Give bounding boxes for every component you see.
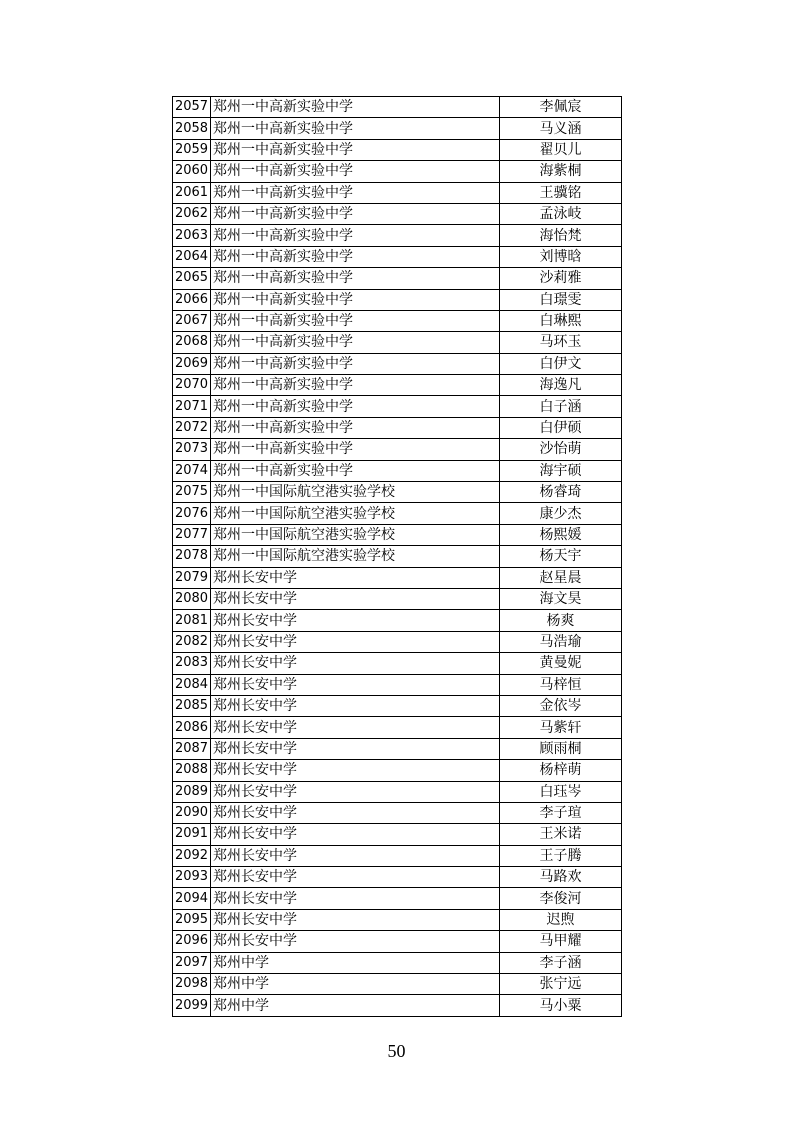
table-row	[173, 567, 622, 588]
row-number: 2071	[173, 396, 211, 417]
row-number: 2094	[173, 888, 211, 909]
table-row	[173, 717, 622, 738]
student-name: 海逸凡	[500, 375, 622, 396]
student-name: 沙怡萌	[500, 439, 622, 460]
row-number: 2092	[173, 845, 211, 866]
table-row	[173, 546, 622, 567]
school-name: 郑州一中高新实验中学	[211, 289, 500, 310]
school-name: 郑州长安中学	[211, 760, 500, 781]
school-name: 郑州长安中学	[211, 674, 500, 695]
student-name: 海文昊	[500, 588, 622, 609]
table-row	[173, 203, 622, 224]
student-name: 刘博晗	[500, 246, 622, 267]
table-row	[173, 118, 622, 139]
table-row	[173, 781, 622, 802]
school-name: 郑州一中高新实验中学	[211, 417, 500, 438]
table-row	[173, 931, 622, 952]
student-name: 海宇硕	[500, 460, 622, 481]
table-row	[173, 695, 622, 716]
table-row	[173, 909, 622, 930]
table-row	[173, 225, 622, 246]
table-row	[173, 760, 622, 781]
row-number: 2070	[173, 375, 211, 396]
student-name: 杨睿琦	[500, 482, 622, 503]
student-name: 迟煦	[500, 909, 622, 930]
row-number: 2085	[173, 695, 211, 716]
row-number: 2097	[173, 952, 211, 973]
table-row	[173, 375, 622, 396]
student-name: 马紫轩	[500, 717, 622, 738]
school-name: 郑州一中高新实验中学	[211, 182, 500, 203]
school-name: 郑州长安中学	[211, 931, 500, 952]
table-row	[173, 417, 622, 438]
school-name: 郑州长安中学	[211, 695, 500, 716]
student-name: 孟泳岐	[500, 203, 622, 224]
row-number: 2072	[173, 417, 211, 438]
student-name: 海怡梵	[500, 225, 622, 246]
row-number: 2069	[173, 353, 211, 374]
student-name: 杨熙媛	[500, 524, 622, 545]
school-name: 郑州长安中学	[211, 845, 500, 866]
school-name: 郑州一中高新实验中学	[211, 439, 500, 460]
row-number: 2089	[173, 781, 211, 802]
student-name: 杨梓萌	[500, 760, 622, 781]
school-name: 郑州长安中学	[211, 802, 500, 823]
table-row	[173, 396, 622, 417]
row-number: 2099	[173, 995, 211, 1016]
row-number: 2078	[173, 546, 211, 567]
row-number: 2062	[173, 203, 211, 224]
table-row	[173, 289, 622, 310]
student-name: 李子涵	[500, 952, 622, 973]
row-number: 2067	[173, 310, 211, 331]
row-number: 2061	[173, 182, 211, 203]
student-name: 海紫桐	[500, 161, 622, 182]
school-name: 郑州长安中学	[211, 588, 500, 609]
student-name: 马浩瑜	[500, 631, 622, 652]
table-row	[173, 310, 622, 331]
table-row	[173, 824, 622, 845]
school-name: 郑州长安中学	[211, 610, 500, 631]
school-name: 郑州一中国际航空港实验学校	[211, 524, 500, 545]
table-row	[173, 995, 622, 1016]
student-name: 王米诺	[500, 824, 622, 845]
school-name: 郑州长安中学	[211, 738, 500, 759]
student-list-table	[172, 96, 622, 1017]
student-name: 张宁远	[500, 974, 622, 995]
school-name: 郑州长安中学	[211, 653, 500, 674]
row-number: 2060	[173, 161, 211, 182]
table-row	[173, 482, 622, 503]
school-name: 郑州一中高新实验中学	[211, 203, 500, 224]
school-name: 郑州长安中学	[211, 888, 500, 909]
row-number: 2087	[173, 738, 211, 759]
row-number: 2095	[173, 909, 211, 930]
table-row	[173, 588, 622, 609]
student-name: 赵星晨	[500, 567, 622, 588]
table-row	[173, 460, 622, 481]
student-name: 李俊河	[500, 888, 622, 909]
row-number: 2068	[173, 332, 211, 353]
row-number: 2082	[173, 631, 211, 652]
student-name: 马小粟	[500, 995, 622, 1016]
table-row	[173, 353, 622, 374]
school-name: 郑州一中高新实验中学	[211, 161, 500, 182]
row-number: 2083	[173, 653, 211, 674]
table-row	[173, 631, 622, 652]
school-name: 郑州一中高新实验中学	[211, 139, 500, 160]
student-name: 马梓恒	[500, 674, 622, 695]
student-name: 马义涵	[500, 118, 622, 139]
school-name: 郑州中学	[211, 974, 500, 995]
table-row	[173, 503, 622, 524]
row-number: 2064	[173, 246, 211, 267]
school-name: 郑州中学	[211, 952, 500, 973]
student-name: 马环玉	[500, 332, 622, 353]
table-row	[173, 332, 622, 353]
student-name: 王骥铭	[500, 182, 622, 203]
school-name: 郑州长安中学	[211, 909, 500, 930]
table-row	[173, 952, 622, 973]
row-number: 2077	[173, 524, 211, 545]
school-name: 郑州一中高新实验中学	[211, 246, 500, 267]
table-row	[173, 738, 622, 759]
student-name: 杨天宇	[500, 546, 622, 567]
student-name: 翟贝儿	[500, 139, 622, 160]
row-number: 2059	[173, 139, 211, 160]
student-name: 杨爽	[500, 610, 622, 631]
school-name: 郑州一中高新实验中学	[211, 118, 500, 139]
student-name: 白琳熙	[500, 310, 622, 331]
row-number: 2074	[173, 460, 211, 481]
school-name: 郑州长安中学	[211, 824, 500, 845]
school-name: 郑州一中高新实验中学	[211, 268, 500, 289]
row-number: 2076	[173, 503, 211, 524]
student-name: 白璟雯	[500, 289, 622, 310]
table-row	[173, 867, 622, 888]
school-name: 郑州长安中学	[211, 567, 500, 588]
school-name: 郑州长安中学	[211, 781, 500, 802]
student-list-body	[173, 97, 622, 1017]
table-row	[173, 802, 622, 823]
row-number: 2096	[173, 931, 211, 952]
row-number: 2080	[173, 588, 211, 609]
student-name: 李佩宸	[500, 97, 622, 118]
row-number: 2081	[173, 610, 211, 631]
row-number: 2088	[173, 760, 211, 781]
student-name: 李子瑄	[500, 802, 622, 823]
student-name: 王子腾	[500, 845, 622, 866]
row-number: 2098	[173, 974, 211, 995]
school-name: 郑州长安中学	[211, 867, 500, 888]
student-name: 白伊文	[500, 353, 622, 374]
row-number: 2090	[173, 802, 211, 823]
school-name: 郑州一中高新实验中学	[211, 460, 500, 481]
school-name: 郑州长安中学	[211, 717, 500, 738]
row-number: 2057	[173, 97, 211, 118]
table-row	[173, 139, 622, 160]
student-name: 黄曼妮	[500, 653, 622, 674]
school-name: 郑州一中高新实验中学	[211, 310, 500, 331]
school-name: 郑州一中高新实验中学	[211, 332, 500, 353]
page-number: 50	[387, 1041, 406, 1061]
school-name: 郑州一中高新实验中学	[211, 375, 500, 396]
student-name: 金依岑	[500, 695, 622, 716]
table-row	[173, 845, 622, 866]
row-number: 2086	[173, 717, 211, 738]
table-row	[173, 268, 622, 289]
student-name: 顾雨桐	[500, 738, 622, 759]
table-row	[173, 674, 622, 695]
school-name: 郑州一中国际航空港实验学校	[211, 482, 500, 503]
table-row	[173, 653, 622, 674]
table-row	[173, 97, 622, 118]
school-name: 郑州一中高新实验中学	[211, 396, 500, 417]
row-number: 2093	[173, 867, 211, 888]
school-name: 郑州一中高新实验中学	[211, 97, 500, 118]
table-row	[173, 524, 622, 545]
student-name: 白珏岑	[500, 781, 622, 802]
row-number: 2091	[173, 824, 211, 845]
school-name: 郑州一中国际航空港实验学校	[211, 503, 500, 524]
table-row	[173, 246, 622, 267]
table-row	[173, 439, 622, 460]
row-number: 2058	[173, 118, 211, 139]
school-name: 郑州长安中学	[211, 631, 500, 652]
student-name: 马甲耀	[500, 931, 622, 952]
student-name: 白伊硕	[500, 417, 622, 438]
student-name: 康少杰	[500, 503, 622, 524]
table-row	[173, 182, 622, 203]
table-row	[173, 974, 622, 995]
row-number: 2066	[173, 289, 211, 310]
school-name: 郑州一中高新实验中学	[211, 353, 500, 374]
row-number: 2073	[173, 439, 211, 460]
row-number: 2065	[173, 268, 211, 289]
row-number: 2063	[173, 225, 211, 246]
school-name: 郑州中学	[211, 995, 500, 1016]
student-name: 沙莉雅	[500, 268, 622, 289]
table-row	[173, 610, 622, 631]
table-row	[173, 161, 622, 182]
student-name: 马路欢	[500, 867, 622, 888]
row-number: 2084	[173, 674, 211, 695]
school-name: 郑州一中国际航空港实验学校	[211, 546, 500, 567]
school-name: 郑州一中高新实验中学	[211, 225, 500, 246]
row-number: 2079	[173, 567, 211, 588]
row-number: 2075	[173, 482, 211, 503]
student-name: 白子涵	[500, 396, 622, 417]
table-row	[173, 888, 622, 909]
